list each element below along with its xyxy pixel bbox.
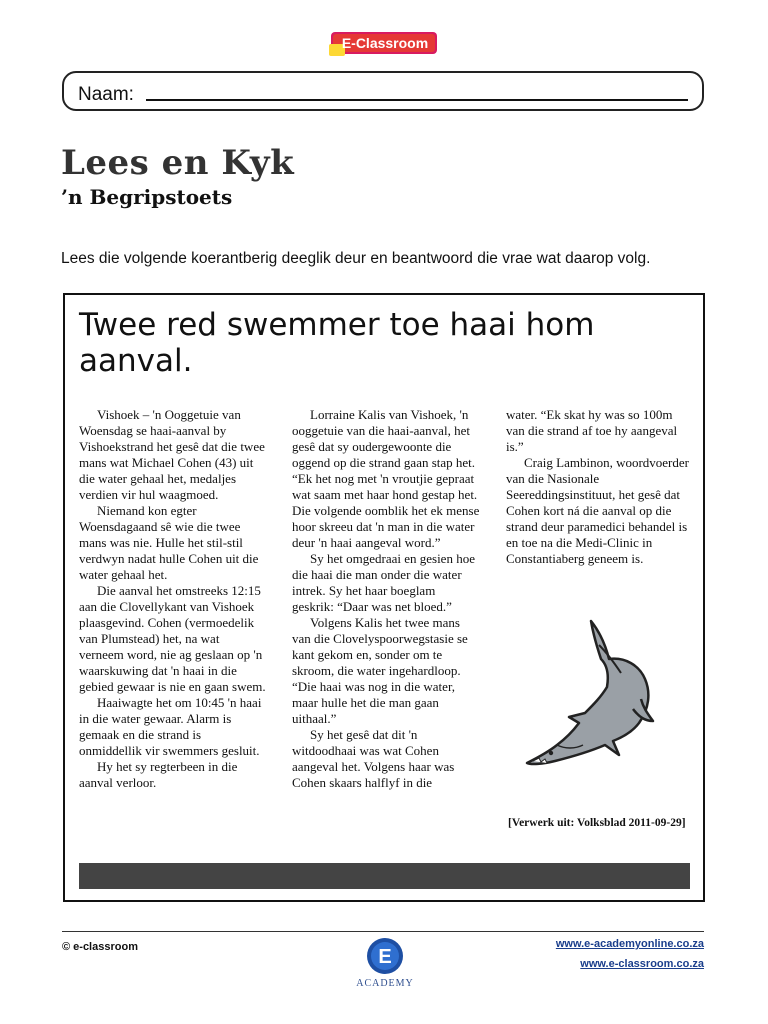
article-column-1 <box>79 407 267 791</box>
e-academy-logo <box>350 936 420 990</box>
instruction-text: Lees die volgende koerantberig deeglik deur en beantwoord die vrae wat daarop volg. <box>61 250 651 267</box>
footer-link-classroom[interactable]: www.e-classroom.co.za <box>580 958 704 970</box>
page-title: Lees en Kyk <box>61 143 295 183</box>
newspaper-article <box>63 293 705 902</box>
paragraph: Lorraine Kalis van Vishoek, 'n ooggetuie van die haai-aanval, het gesê dat sy oudergewoonte die oggend op die strand gaan stap het. “Ek het nog met 'n vroutjie gepraat wat saam met haar hond gestap het. Die volgende oomblik het ek mense hoor skreeu dat 'n man in die water deur 'n haai aangeval word.” <box>292 407 480 550</box>
footer-logo-text: ACADEMY <box>356 978 414 989</box>
paragraph: Vishoek – 'n Ooggetuie van Woensdag se haai-aanval by Vishoekstrand het gesê dat die twee mans wat Michael Cohen (43) uit die water gehaal het, medaljes verdien vir hul waagmoed. <box>79 407 265 502</box>
article-column-3 <box>506 407 694 567</box>
article-source: [Verwerk uit: Volksblad 2011-09-29] <box>508 817 686 829</box>
paragraph: Niemand kon egter Woensdagaand sê wie die twee mans was nie. Hulle het stil-stil verdwyn nadat hulle Cohen uit die water gehaal het. <box>79 503 259 582</box>
paragraph: water. “Ek skat hy was so 100m van die strand af toe hy aangeval is.” <box>506 407 678 454</box>
article-headline: Twee red swemmer toe haai hom aanval. <box>79 307 595 379</box>
e-classroom-logo <box>329 30 439 56</box>
footer-link-academy[interactable]: www.e-academyonline.co.za <box>555 938 704 950</box>
name-box <box>62 71 704 111</box>
name-line[interactable] <box>146 99 688 101</box>
footer-copyright: © e-classroom <box>62 941 138 953</box>
article-column-2 <box>292 407 480 791</box>
shark-illustration <box>521 613 669 773</box>
page-subtitle: ’n Begripstoets <box>61 185 233 209</box>
logo-text: E-Classroom <box>341 35 429 51</box>
paragraph: Craig Lambinon, woordvoerder van die Nasionale Seereddingsinstituut, het gesê dat Cohen kort ná die aanval op die strand deur paramedici behandel is en toe na die Medi-Clinic in Constantiaberg geneem is. <box>506 455 689 566</box>
paragraph: Volgens Kalis het twee mans van die Clovelyspoorwegstasie se kant gekom en, sonder om te skroom, die water ingehardloop. “Die haai was nog in die water, maar hulle het die man gaan uithaal.” <box>292 615 468 726</box>
paragraph: Die aanval het omstreeks 12:15 aan die Clovellykant van Vishoek plaasgevind. Cohen (vermoedelik van Plumstead) het, na wat verneem word, nie ag geslaan op 'n waarskuwing dat 'n haai in die gebied gewaar is nie en gaan swem. <box>79 583 266 694</box>
paragraph: Hy het sy regterbeen in die aanval verloor. <box>79 759 238 790</box>
paragraph: Sy het gesê dat dit 'n witdoodhaai was wat Cohen aangeval het. Volgens haar was Cohen skaars halflyf in die <box>292 727 455 790</box>
name-label: Naam: <box>78 84 134 105</box>
paragraph: Haaiwagte het om 10:45 'n haai in die water gewaar. Alarm is gemaak en die strand is onmiddellik vir swemmers gesluit. <box>79 695 262 758</box>
dark-bar <box>79 863 690 889</box>
svg-text:E: E <box>378 946 392 968</box>
paragraph: Sy het omgedraai en gesien hoe die haai die man onder die water intrek. Sy het haar boeglam geskrik: “Daar was net bloed.” <box>292 551 475 614</box>
footer-divider <box>62 931 704 932</box>
